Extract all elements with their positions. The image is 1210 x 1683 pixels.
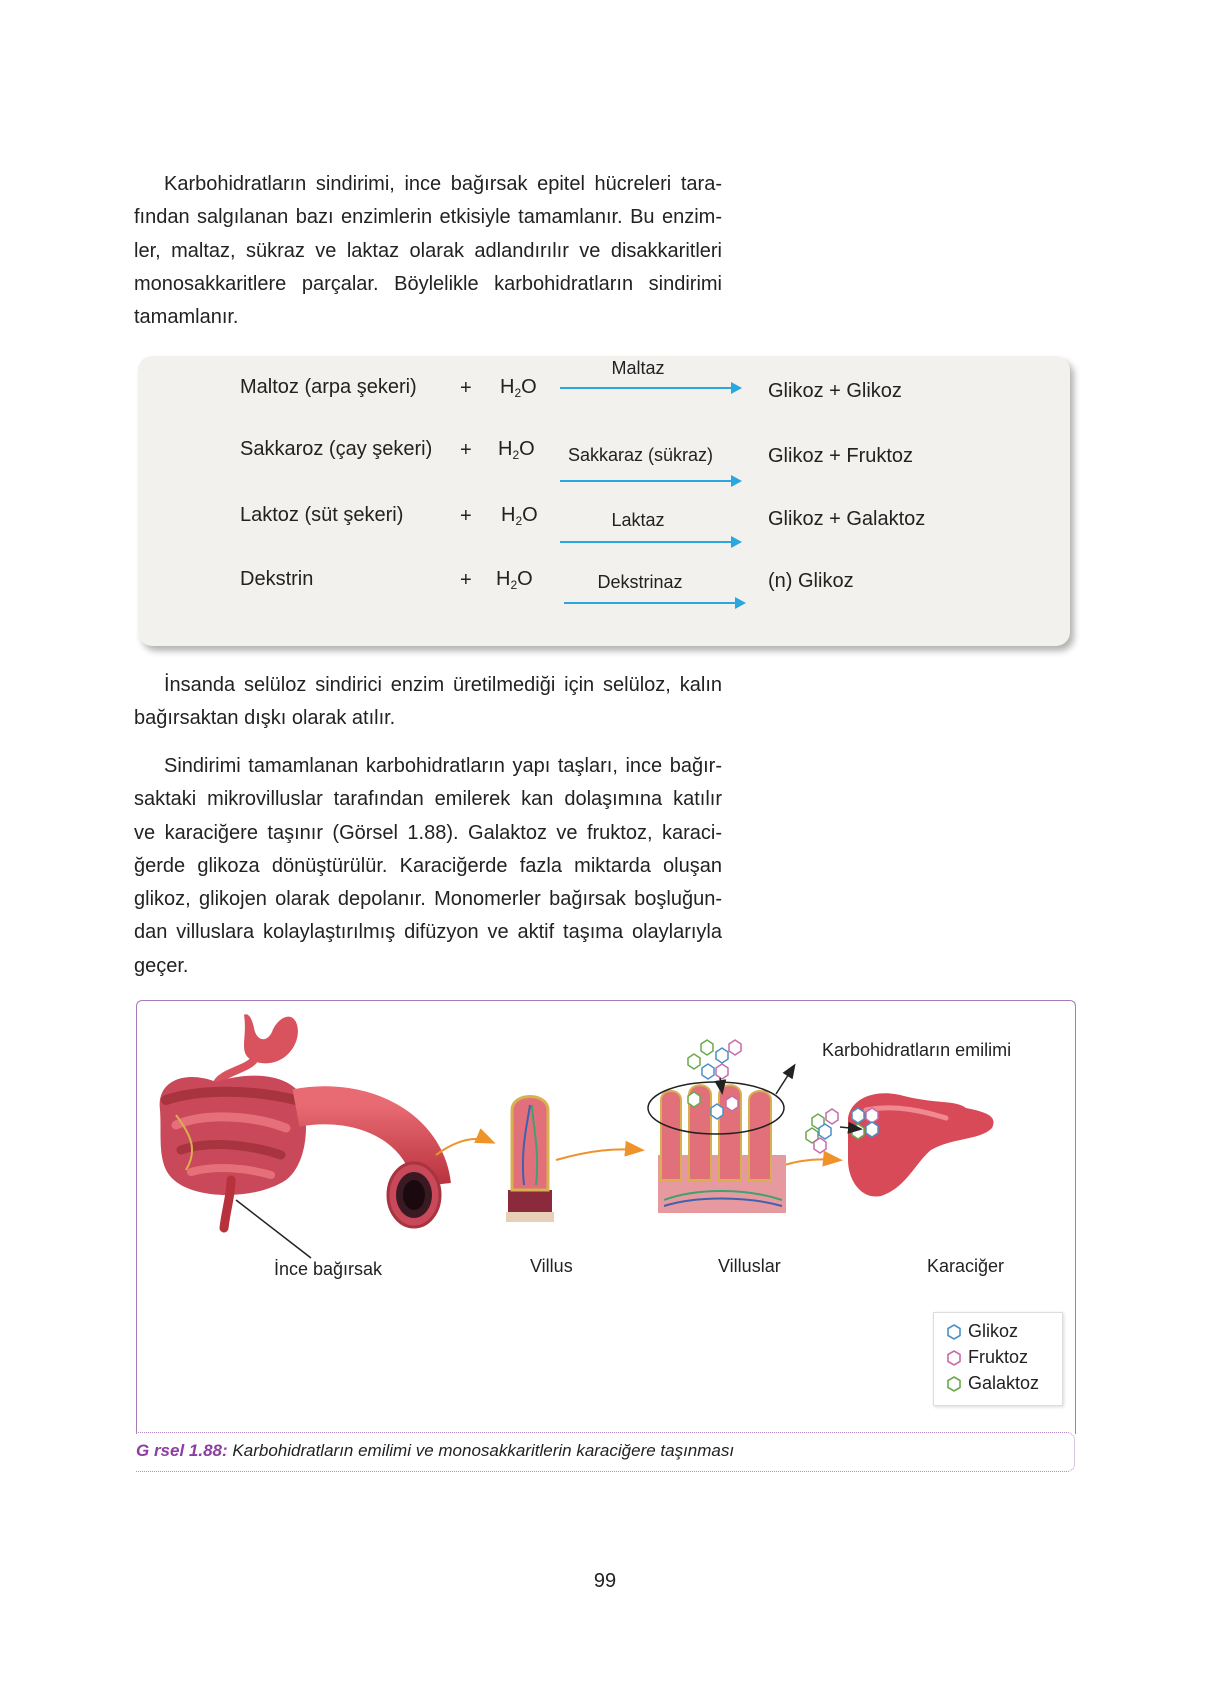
figure-caption — [136, 1441, 734, 1461]
caption-text: Karbohidratların emilimi ve monosakkaritlerin karaciğere taşınması — [232, 1441, 735, 1460]
villus-label: Villus — [530, 1256, 573, 1276]
text-line: ve karaciğere taşınır (Görsel 1.88). Galaktoz ve fruktoz, karaci- — [134, 821, 722, 844]
stomach-illustration — [216, 1014, 298, 1085]
liver-label: Karaciğer — [927, 1256, 1005, 1276]
text-line: geçer. — [134, 954, 189, 977]
text-line: dan villuslara kolaylaştırılmış difüzyon ve aktif taşıma olaylarıyla — [134, 921, 722, 944]
villus-illustration — [506, 1097, 554, 1223]
paragraph-1 — [134, 168, 722, 334]
substrate: Maltoz (arpa şekeri) — [240, 376, 417, 398]
plus-sign: + — [460, 505, 472, 527]
reaction-arrow — [560, 480, 740, 482]
substrate: Dekstrin — [240, 568, 314, 590]
text-line: monosakkaritlere parçalar. Böylelikle karbohidratların sindirimi — [134, 272, 722, 295]
small-intestine-illustration — [160, 1076, 311, 1258]
water-formula: $H_2O$ — [498, 438, 535, 462]
substrate: Sakkaroz (çay şekeri) — [240, 438, 433, 460]
legend-item: Galaktoz — [946, 1373, 1039, 1394]
paragraph-2 — [134, 669, 722, 736]
hexagon-icon — [946, 1324, 962, 1340]
intestine-tube-illustration — [296, 1105, 440, 1227]
text-line: saktaki mikrovilluslar tarafından emilerek kan dolaşımına katılır — [134, 788, 722, 811]
text-line: ler, maltaz, sükraz ve laktaz olarak adlandırılır ve disakkaritleri — [134, 239, 722, 262]
small-intestine-label: İnce bağırsak — [274, 1259, 383, 1279]
text-line: tamamlanır. — [134, 306, 239, 329]
legend-item: Fruktoz — [946, 1347, 1028, 1368]
enzyme-label: Sakkaraz (sükraz) — [568, 445, 714, 465]
plus-sign: + — [460, 439, 472, 461]
figure-legend — [933, 1312, 1063, 1406]
reaction-box — [138, 356, 1070, 646]
plus-sign: + — [460, 569, 472, 591]
text-line: Karbohidratların sindirimi, ince bağırsak epitel hücreleri tara- — [164, 173, 722, 195]
text-line: ğerde glikoza dönüştürülür. Karaciğerde fazla miktarda oluşan — [134, 854, 722, 877]
water-formula: $H_2O$ — [496, 568, 533, 592]
reaction-arrow — [564, 602, 744, 604]
villi-label: Villuslar — [718, 1256, 781, 1276]
product: (n) Glikoz — [768, 570, 854, 592]
hexagon-icon — [946, 1350, 962, 1366]
page-number: 99 — [593, 1570, 617, 1592]
text-line: fından salgılanan bazı enzimlerin etkisiyle tamamlanır. Bu enzim- — [134, 206, 722, 229]
enzyme-label: Maltaz — [611, 358, 665, 378]
text-line: bağırsaktan dışkı olarak atılır. — [134, 707, 396, 730]
reaction-arrow — [560, 387, 740, 389]
caption-label: G rsel 1.88: — [136, 1441, 228, 1460]
enzyme-label: Laktaz — [611, 510, 665, 530]
water-formula: $H_2O$ — [501, 504, 538, 528]
paragraph-3 — [134, 750, 722, 983]
process-arrow — [556, 1149, 641, 1160]
legend-item: Glikoz — [946, 1321, 1018, 1342]
text-line: glikoz, glikojen olarak depolanır. Monomerler bağırsak boşluğun- — [134, 888, 722, 911]
text-line: Sindirimi tamamlanan karbohidratların yapı taşları, ince bağır- — [164, 755, 722, 777]
text-line: İnsanda selüloz sindirici enzim üretilmediği için selüloz, kalın — [164, 674, 722, 696]
substrate: Laktoz (süt şekeri) — [240, 504, 404, 526]
reaction-arrow — [560, 541, 740, 543]
water-formula: $H_2O$ — [500, 376, 537, 400]
absorption-label: Karbohidratların emilimi — [822, 1040, 1012, 1060]
enzyme-label: Dekstrinaz — [597, 572, 683, 592]
product: Glikoz + Galaktoz — [768, 508, 926, 530]
plus-sign: + — [460, 377, 472, 399]
product: Glikoz + Fruktoz — [768, 445, 914, 467]
product: Glikoz + Glikoz — [768, 380, 902, 402]
hexagon-icon — [946, 1376, 962, 1392]
process-arrow — [436, 1139, 492, 1155]
